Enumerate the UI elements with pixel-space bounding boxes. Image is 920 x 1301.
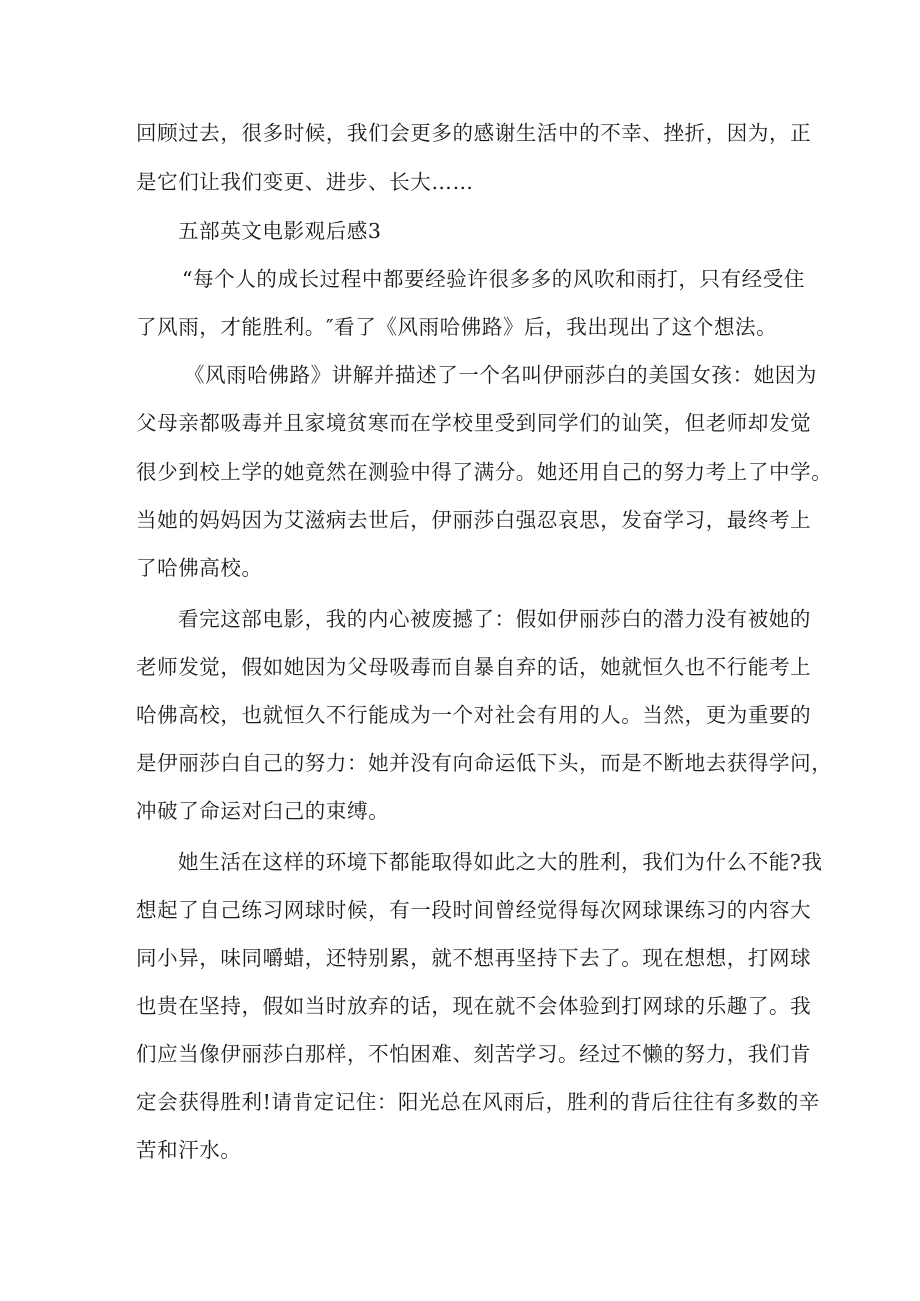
paragraph-line: 冲破了命运对臼己的束缚。 — [136, 799, 390, 823]
paragraph-line: 同小异，味同嚼蜡，还特别累，就不想再坚持下去了。现在想想，打网球 — [136, 946, 812, 970]
paragraph-line: 很少到校上学的她竟然在测验中得了满分。她还用自己的努力考上了中学。 — [136, 460, 833, 484]
paragraph-line: 父母亲都吸毒并且家境贫寒而在学校里受到同学们的讪笑，但老师却发觉 — [136, 411, 812, 435]
paragraph-line: 哈佛高校，也就恒久不行能成为一个对社会有用的人。当然，更为重要的 — [136, 703, 812, 727]
paragraph-line: 苦和汗水。 — [136, 1138, 242, 1162]
paragraph-line: 定会获得胜利!请肯定记住：阳光总在风雨后，胜利的背后往往有多数的辛 — [136, 1090, 821, 1114]
paragraph-line: 老师发觉，假如她因为父母吸毒而自暴自弃的话，她就恒久也不行能考上 — [136, 655, 812, 679]
paragraph-line: 回顾过去，很多时候，我们会更多的感谢生活中的不幸、挫折，因为，正 — [136, 121, 812, 145]
paragraph-line: 了哈佛高校。 — [136, 556, 263, 580]
paragraph-line: 也贵在坚持，假如当时放弃的话，现在就不会体验到打网球的乐趣了。我 — [136, 994, 812, 1018]
section-heading: 五部英文电影观后感3 — [178, 219, 382, 243]
paragraph-line: 她生活在这样的环境下都能取得如此之大的胜利，我们为什么不能?我 — [178, 850, 823, 874]
paragraph-line: 们应当像伊丽莎白那样，不怕困难、刻苦学习。经过不懒的努力，我们肯 — [136, 1042, 812, 1066]
paragraph-line: 想起了自己练习网球时候，有一段时间曾经觉得每次网球课练习的内容大 — [136, 898, 812, 922]
paragraph-line: 《风雨哈佛路》讲解并描述了一个名叫伊丽莎白的美国女孩：她因为 — [184, 363, 817, 387]
paragraph-line: 了风雨，才能胜利。″看了《风雨哈佛路》后，我出现出了这个想法。 — [136, 315, 778, 339]
paragraph-line: 是伊丽莎白自己的努力：她并没有向命运低下头，而是不断地去获得学问， — [136, 751, 833, 775]
paragraph-line: 当她的妈妈因为艾滋病去世后，伊丽莎白强忍哀思，发奋学习，最终考上 — [136, 508, 812, 532]
paragraph-line: 是它们让我们变更、进步、长大…… — [136, 170, 474, 194]
paragraph-line: “每个人的成长过程中都要经验许很多多的风吹和雨打，只有经受住 — [182, 267, 805, 291]
paragraph-line: 看完这部电影，我的内心被废撼了：假如伊丽莎白的潜力没有被她的 — [178, 607, 811, 631]
